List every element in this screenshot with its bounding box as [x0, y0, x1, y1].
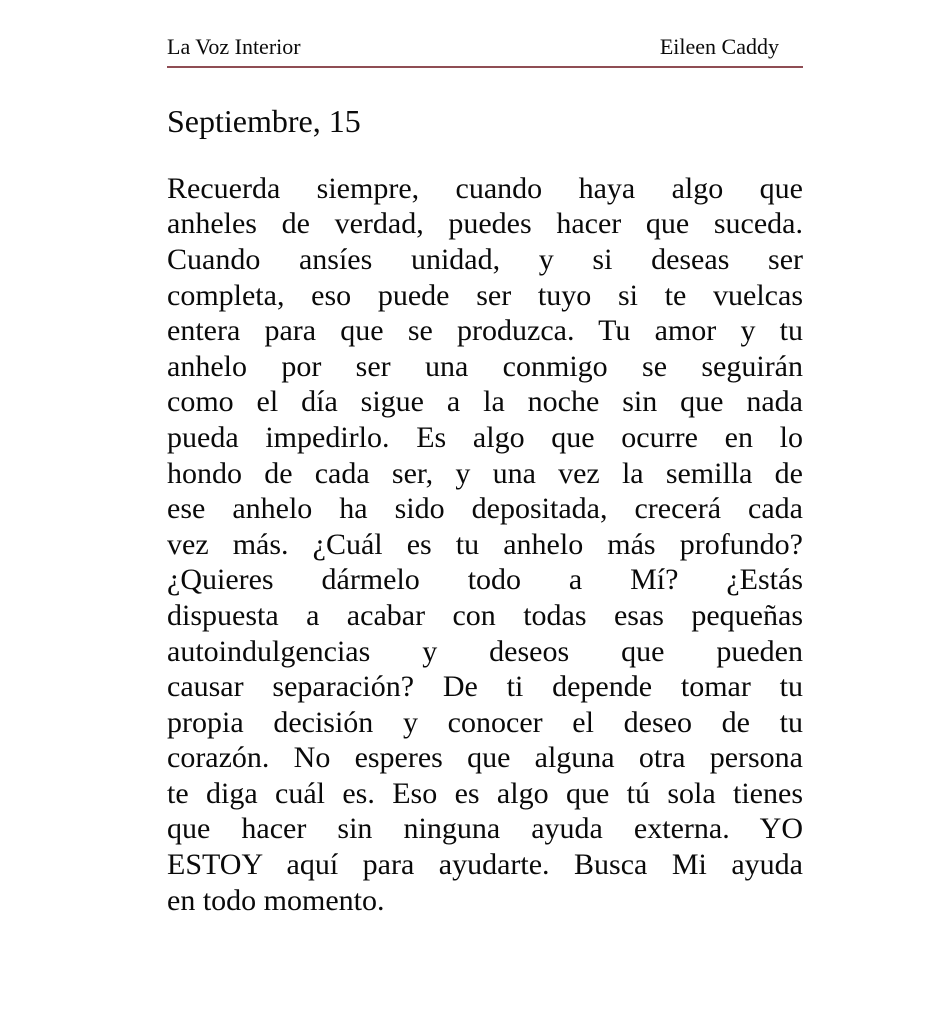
date-heading: Septiembre, 15 — [167, 103, 361, 140]
body-line: propia decisión y conocer el deseo de tu — [167, 705, 803, 739]
book-title: La Voz Interior — [167, 34, 301, 59]
body-line: te diga cuál es. Eso es algo que tú sola tienes — [167, 776, 803, 810]
body-text — [167, 171, 803, 918]
body-line: dispuesta a acabar con todas esas pequeñas — [167, 598, 803, 632]
body-line: ese anhelo ha sido depositada, crecerá cada — [167, 492, 803, 526]
body-line: autoindulgencias y deseos que pueden — [167, 634, 803, 668]
page-header — [167, 34, 803, 66]
body-line: como el día sigue a la noche sin que nada — [167, 385, 803, 419]
body-line: Cuando ansíes unidad, y si deseas ser — [167, 242, 803, 276]
body-line: anheles de verdad, puedes hacer que suceda. — [167, 207, 803, 241]
body-line: corazón. No esperes que alguna otra persona — [167, 741, 803, 775]
body-line: hondo de cada ser, y una vez la semilla de — [167, 456, 803, 490]
author-name: Eileen Caddy — [659, 34, 779, 59]
body-line: en todo momento. — [167, 883, 385, 917]
body-line: ¿Quieres dármelo todo a Mí? ¿Estás — [167, 563, 803, 597]
body-line: que hacer sin ninguna ayuda externa. YO — [167, 812, 803, 846]
body-line: entera para que se produzca. Tu amor y tu — [167, 314, 803, 348]
body-line: vez más. ¿Cuál es tu anhelo más profundo? — [167, 527, 803, 561]
content-column — [167, 34, 803, 918]
body-line: anhelo por ser una conmigo se seguirán — [167, 349, 803, 383]
body-line: pueda impedirlo. Es algo que ocurre en lo — [167, 420, 803, 454]
header-rule — [167, 66, 803, 68]
body-line: Recuerda siempre, cuando haya algo que — [167, 171, 803, 205]
body-line: causar separación? De ti depende tomar tu — [167, 670, 803, 704]
body-line: completa, eso puede ser tuyo si te vuelcas — [167, 278, 803, 312]
body-line: ESTOY aquí para ayudarte. Busca Mi ayuda — [167, 848, 803, 882]
